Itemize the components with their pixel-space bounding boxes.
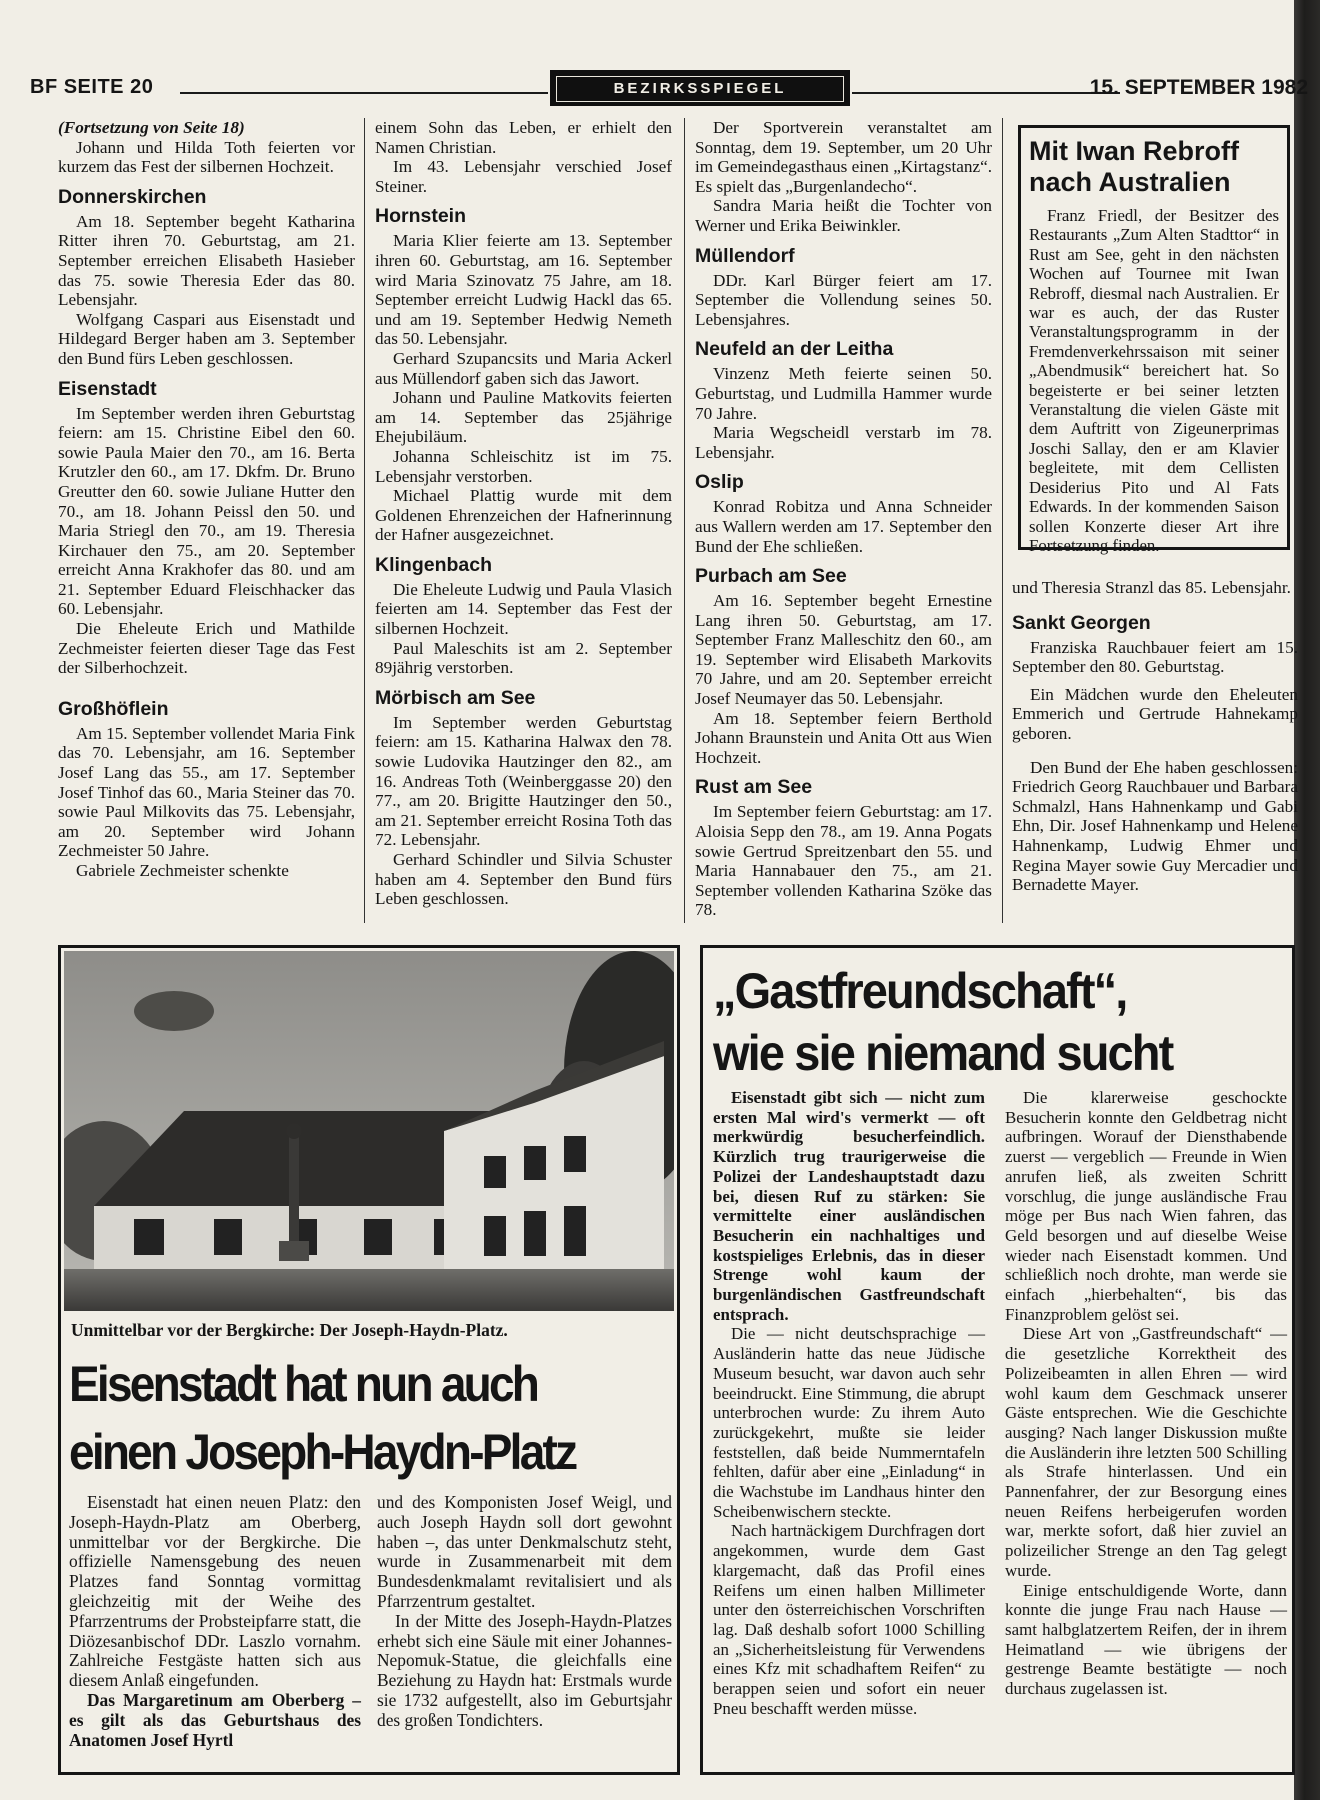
paragraph: Die Eheleute Erich und Mathilde Zechmeister feierten dieser Tage das Fest der Silberhochzeit. <box>58 619 355 678</box>
page-edge-shadow <box>1294 0 1320 1800</box>
issue-date: 15. SEPTEMBER 1982 <box>1089 76 1308 99</box>
paragraph: Maria Klier feierte am 13. September ihren 60. Geburtstag, am 16. September wird Maria Szinovatz 75 Jahre, am 18. September erreicht Ludwig Hackl das 65. und am 19. September Hedwig Nemeth das 50. Lebensjahr. <box>375 231 672 349</box>
photo-caption: Unmittelbar vor der Bergkirche: Der Joseph-Haydn-Platz. <box>71 1320 508 1340</box>
heading-donnerskirchen: Donnerskirchen <box>58 185 207 208</box>
continuation-note: (Fortsetzung von Seite 18) <box>58 118 245 137</box>
column-divider <box>1002 118 1003 923</box>
paragraph: Sandra Maria heißt die Tochter von Werner und Erika Beiwinkler. <box>695 196 992 235</box>
heading-oslip: Oslip <box>695 471 744 494</box>
heading-rust: Rust am See <box>695 776 813 799</box>
paragraph: DDr. Karl Bürger feiert am 17. September die Vollendung seines 50. Lebensjahres. <box>695 270 992 329</box>
paragraph: Im September werden Geburtstag feiern: am 15. Katharina Halwax den 78. sowie Ludovika Hautzinger den 82., am 16. Andreas Toth (Weinberggasse 20) den 77., am 20. Brigitte Hautzinger den 50., am 21. September erreicht Rosina Toth das 72. Lebensjahr. <box>375 712 672 850</box>
heading-hornstein: Hornstein <box>375 205 467 228</box>
heading-muellendorf: Müllendorf <box>695 244 795 267</box>
heading-purbach: Purbach am See <box>695 565 847 588</box>
paragraph: Im 43. Lebensjahr verschied Josef Steiner. <box>375 157 672 196</box>
headline-line-1: „Gastfreundschaft“, <box>713 963 1127 1019</box>
rebroff-box <box>1018 125 1290 555</box>
paragraph: Die Eheleute Ludwig und Paula Vlasich feierten am 14. September das Fest der silbernen Hochzeit. <box>375 579 672 639</box>
article1-column-a <box>69 1493 361 1750</box>
paragraph: Johann und Pauline Matkovits feierten am 14. September das 25jährige Ehejubiläum. <box>375 388 672 447</box>
column-1 <box>58 118 355 881</box>
paragraph: Am 16. September begeht Ernestine Lang ihren 50. Geburtstag, am 17. September Franz Malleschitz den 60., am 19. September wird Elisabeth Markovits 70 Jahre, und am 20. September erreicht Josef Neumayer das 50. Lebensjahr. <box>695 591 992 709</box>
paragraph: Einige entschuldigende Worte, dann konnte die junge Frau nach Hause — samt halbglatzertem Reifen, der in ihrem Heimatland — wie übrigens der gestrenge Beamte bestätigte — noch durchaus zugelassen ist. <box>1005 1580 1287 1699</box>
paragraph: Vinzenz Meth feierte seinen 50. Geburtstag, und Ludmilla Hammer wurde 70 Jahre. <box>695 364 992 423</box>
paragraph: einem Sohn das Leben, er erhielt den Namen Christian. <box>375 118 672 157</box>
paragraph: Im September feiern Geburtstag: am 17. Aloisia Sepp den 78., am 19. Anna Pogats sowie Gertrud Spreitzenbart den 55. und Maria Hannabauer den 75., am 21. September vollenden Katharina Szöke das 78. <box>695 802 992 920</box>
section-title: BEZIRKSSPIEGEL <box>556 76 844 102</box>
paragraph: Im September werden ihren Geburtstag feiern: am 15. Christine Eibel den 60. sowie Paula Maier den 70., am 16. Berta Krutzler den 60., am 17. Dkfm. Dr. Bruno Greutter den 60. sowie Juliane Hutter den 70., am 18. Johann Peissl den 50. und Maria Striegl den 70., am 19. Theresia Kirchauer den 75., am 20. September erreicht Anna Krakhofer das 80. und am 21. September Eduard Fleischhacker das 60. Lebensjahr. <box>58 403 355 619</box>
paragraph: Paul Maleschits ist am 2. September 89jährig verstorben. <box>375 638 672 678</box>
paragraph: Die klarerweise geschockte Besucherin konnte den Geldbetrag nicht aufbringen. Worauf der Diensthabende zuerst — vergeblich — Freunde in Wien anrufen ließ, als zweiten Schritt vorschlug, die junge ausländische Frau möge per Bus nach Wien fahren, das Geld besorgen und auf dieselbe Weise wieder nach Eisenstadt kommen. Und schließlich noch drohte, man werde sie einfach „hierbehalten“, bis das Finanzproblem gelöst sei. <box>1005 1088 1287 1324</box>
paragraph: Wolfgang Caspari aus Eisenstadt und Hildegard Berger haben am 3. September den Bund fürs Leben geschlossen. <box>58 309 355 368</box>
paragraph: Johann und Hilda Toth feierten vor kurzem das Fest der silbernen Hochzeit. <box>58 137 355 177</box>
column-4 <box>1012 578 1298 895</box>
page-number: BF SEITE 20 <box>30 76 154 98</box>
paragraph: Diese Art von „Gastfreundschaft“ — die gesetzliche Korrektheit des Polizeibeamten in allen Ehren — wird wohl kaum dem Geschmack unserer Gäste entsprechen. Wie die Geschichte ausging? Nach langer Diskussion mußte die Ausländerin ihre letzten 500 Schilling als Strafe hinterlassen. Und ein Pannenfahrer, der zur Besorgung eines neuen Reifens herbeigerufen worden war, merkte sofort, daß hier zuviel an polizeilicher Strenge an den Tag gelegt wurde. <box>1005 1324 1287 1580</box>
heading-moerbisch: Mörbisch am See <box>375 686 536 709</box>
paragraph: Gerhard Schindler und Silvia Schuster haben am 4. September den Bund fürs Leben geschlossen. <box>375 850 672 909</box>
headline <box>713 960 1258 1084</box>
column-3 <box>695 118 992 920</box>
headline-line-1: Eisenstadt hat nun auch <box>69 1356 538 1412</box>
heading-neufeld: Neufeld an der Leitha <box>695 338 894 361</box>
paragraph: Gabriele Zechmeister schenkte <box>76 861 289 880</box>
paragraph: Nach hartnäckigem Durchfragen dort angekommen, wurde dem Gast klargemacht, daß das Profil eines Reifens um einen halben Millimeter unter den österreichischen Vorschriften lag. Daß deshalb sofort 1000 Schilling an „Sicherheitsleistung für Verwendens eines Kfz mit schadhaftem Reifen“ zu berappen seien und sofort ein neuer Pneu beschafft werden müsse. <box>713 1521 985 1718</box>
headline-line-2: wie sie niemand sucht <box>713 1025 1173 1081</box>
column-2 <box>375 118 672 909</box>
article1-column-b <box>377 1493 672 1731</box>
article2-column-b <box>1005 1088 1287 1699</box>
header-rule-left <box>180 92 548 94</box>
paragraph: Die — nicht deutschsprachige — Ausländerin hatte das neue Jüdische Museum besucht, war davon auch sehr beeindruckt. Eine Stimmung, die abrupt unterbrochen wurde: Zu ihrem Auto zurückgekehrt, mußte sie leider feststellen, daß beide Nummerntafeln fehlten, dafür aber eine „Einladung“ in die Wachstube im Landhaus hinter den Scheibenwischern steckte. <box>713 1324 985 1521</box>
page-header <box>30 70 1308 114</box>
heading-grosshoeflein: Großhöflein <box>58 697 169 720</box>
paragraph: Den Bund der Ehe haben geschlossen: Friedrich Georg Rauchbauer und Barbara Schmalzl, Hans Hahnenkamp und Gabi Ehn, Dir. Josef Hahnenkamp und Helene Hahnenkamp, Ludwig Ehmer und Regina Mayer sowie Guy Mercadier und Bernadette Mayer. <box>1012 757 1298 895</box>
paragraph: Am 18. September begeht Katharina Ritter ihren 70. Geburtstag, am 21. September erreichen Elisabeth Hasieber das 75. sowie Theresia Eder das 80. Lebensjahr. <box>58 211 355 310</box>
heading-eisenstadt: Eisenstadt <box>58 377 157 400</box>
lead-paragraph: Eisenstadt gibt sich — nicht zum ersten Mal wird's vermerkt — oft merkwürdig besucherfeindlich. Kürzlich trug traurigerweise die Polizei der Landeshauptstadt dazu bei, diesen Ruf zu stärken: Sie vermittelte einer ausländischen Besucherin ein nachhaltiges und kostspieliges Erlebnis, das in dieser Strenge wohl kaum der burgenländischen Gastfreundschaft entsprach. <box>713 1088 985 1324</box>
section-badge <box>550 70 850 106</box>
heading-klingenbach: Klingenbach <box>375 553 493 576</box>
paragraph: Johanna Schleischitz ist im 75. Lebensjahr verstorben. <box>375 446 672 486</box>
paragraph: Ein Mädchen wurde den Eheleuten Emmerich und Gertrude Hahnekamp geboren. <box>1012 684 1298 743</box>
paragraph: In der Mitte des Joseph-Haydn-Platzes erhebt sich eine Säule mit einer Johannes-Nepomuk-Statue, die gleichfalls eine Beziehung zu Haydn hat: Erstmals wurde sie 1732 aufgestellt, also im Geburtsjahr des großen Tondichters. <box>377 1610 672 1730</box>
paragraph: Am 18. September feiern Berthold Johann Braunstein und Anita Ott aus Wien Hochzeit. <box>695 708 992 767</box>
paragraph: Der Sportverein veranstaltet am Sonntag, dem 19. September, um 20 Uhr im Gemeindegasthaus einen „Kirtagstanz“. Es spielt das „Burgenlandecho“. <box>695 118 992 196</box>
paragraph: Eisenstadt hat einen neuen Platz: den Joseph-Haydn-Platz am Oberberg, unmittelbar vor der Bergkirche. Die offizielle Namensgebung des neuen Platzes fand Sonntag vormittag gleichzeitig mit der Weihe des Pfarrzentrums der Probsteipfarre statt, die Diözesanbischof DDr. Laszlo vornahm. Zahlreiche Festgäste hatten sich aus diesem Anlaß eingefunden. <box>69 1492 361 1691</box>
heading-sankt-georgen: Sankt Georgen <box>1012 611 1151 634</box>
paragraph: Gerhard Szupancsits und Maria Ackerl aus Müllendorf gaben sich das Jawort. <box>375 348 672 388</box>
headline-line-2: einen Joseph-Haydn-Platz <box>69 1424 576 1480</box>
column-divider <box>684 118 685 923</box>
paragraph: Am 15. September vollendet Maria Fink das 70. Lebensjahr, am 16. September Josef Lang das 55., am 17. September Josef Tinhof das 60., Maria Steiner das 70. sowie Paul Milkovits das 75. Lebensjahr, am 20. September wird Johann Zechmeister 50 Jahre. <box>58 723 355 861</box>
paragraph: Franz Friedl, der Besitzer des Restaurants „Zum Alten Stadttor“ in Rust am See, geht in den nächsten Wochen auf Tournee mit Iwan Rebroff, diesmal nach Australien. Er war es auch, der das Ruster Veranstaltungsprogramm in der Fremdenverkehrssaison mit seiner „Abendmusik“ bereichert hat. So begeisterte er bei seiner letzten Veranstaltung die vielen Gäste mit dem Auftritt von Zigeunerprimas Joschi Sallay, den er am Klavier begleitete, mit dem Cellisten Desiderius Pito und Al Fats Edwards. In der kommenden Saison sollen Konzerte dieser Art ihre Fortsetzung finden. <box>1029 206 1279 555</box>
gastfreundschaft-article <box>700 945 1295 1775</box>
paragraph: Michael Plattig wurde mit dem Goldenen Ehrenzeichen der Hafnerinnung der Hafner ausgezeichnet. <box>375 486 672 545</box>
header-rule-right <box>852 92 1120 94</box>
box-title: Mit Iwan Rebroff nach Australien <box>1029 136 1239 197</box>
paragraph: und Theresia Stranzl das 85. Lebensjahr. <box>1012 578 1291 597</box>
article2-column-a <box>713 1088 985 1719</box>
paragraph: und des Komponisten Josef Weigl, und auch Joseph Haydn soll dort gewohnt haben –, das unter Denkmalschutz steht, wurde in Zusammenarbeit mit dem Bundesdenkmalamt revitalisiert und als Pfarrzentrum gestaltet. <box>377 1492 672 1611</box>
haydn-platz-photo <box>64 951 674 1311</box>
headline <box>69 1350 621 1486</box>
column-divider <box>364 118 365 923</box>
haydn-platz-article <box>58 945 680 1775</box>
paragraph: Das Margaretinum am Oberberg – es gilt als das Geburtshaus des Anatomen Josef Hyrtl <box>69 1689 361 1750</box>
paragraph: Konrad Robitza und Anna Schneider aus Wallern werden am 17. September den Bund der Ehe schließen. <box>695 497 992 556</box>
paragraph: Franziska Rauchbauer feiert am 15. September den 80. Geburtstag. <box>1012 637 1298 677</box>
paragraph: Maria Wegscheidl verstarb im 78. Lebensjahr. <box>695 423 992 462</box>
